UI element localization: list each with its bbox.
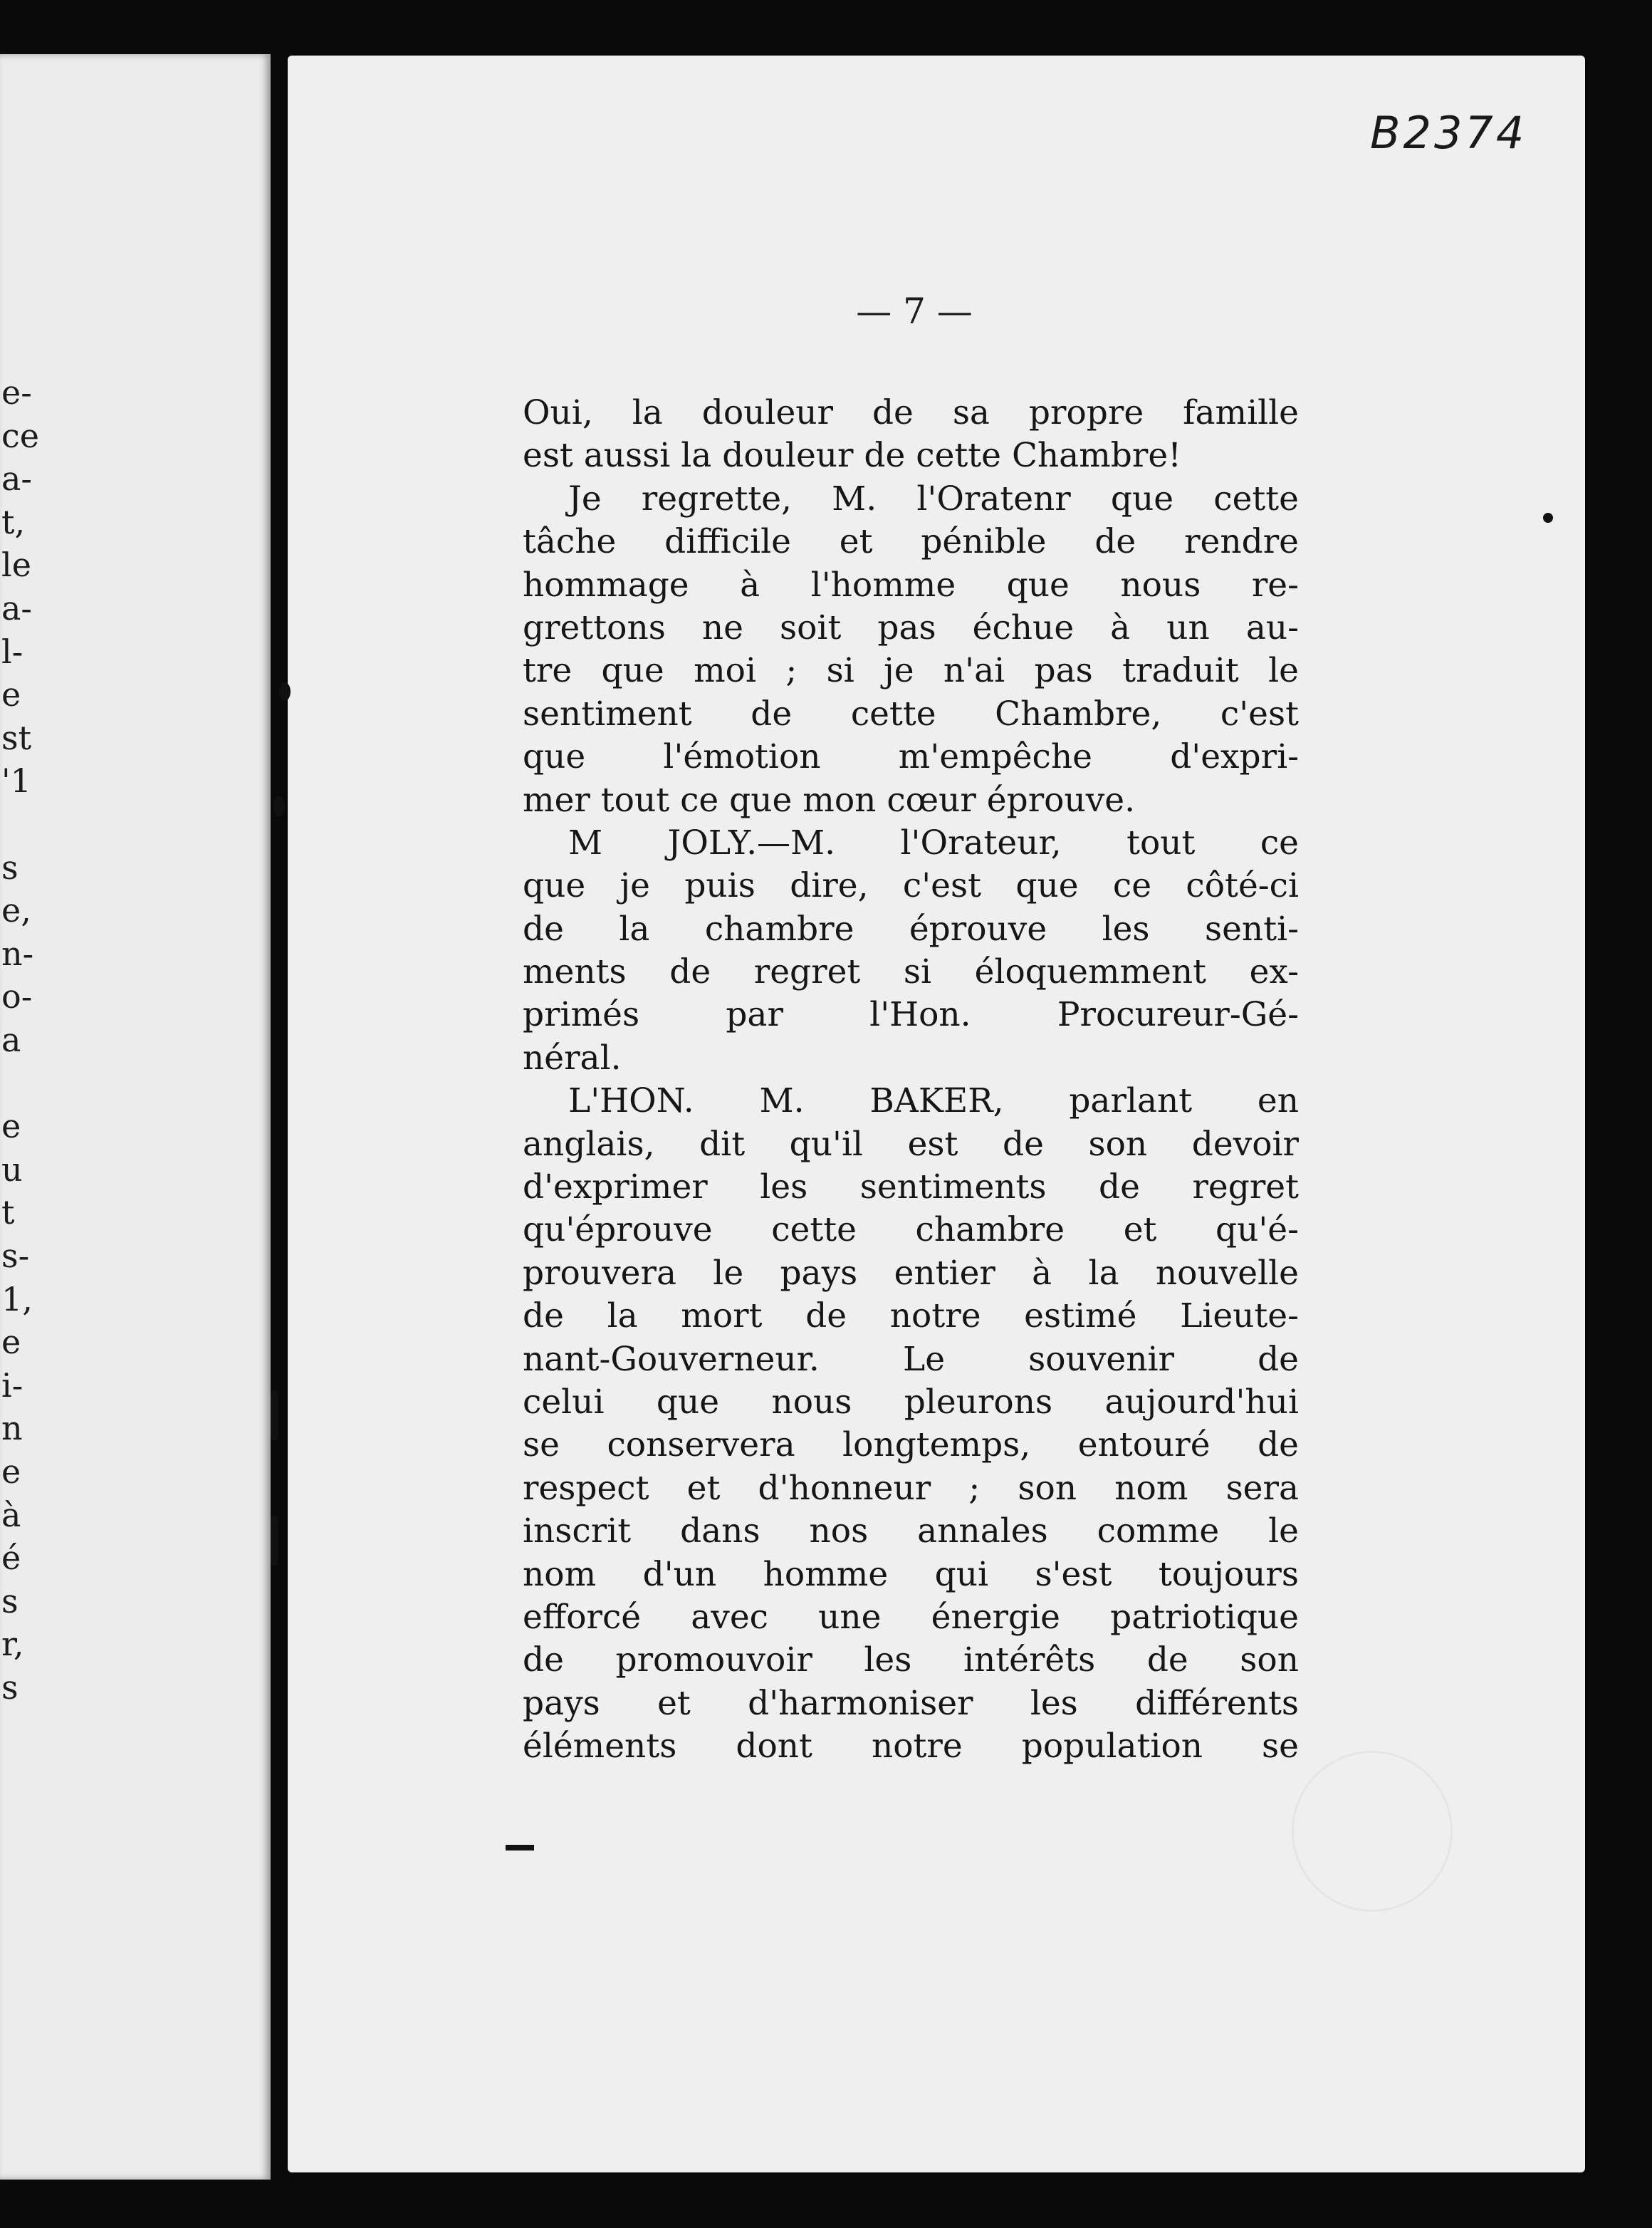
previous-page-fragment: u: [1, 1152, 23, 1186]
previous-page-text-fragments: [1, 54, 58, 2180]
previous-page-fragment: a: [1, 1024, 21, 1056]
previous-page-fragment: e: [1, 678, 21, 712]
text-line: de la mort de notre estimé Lieute-: [523, 1296, 1299, 1336]
document-page: [288, 56, 1585, 2172]
ink-dot: [1543, 513, 1553, 523]
text-line: celui que nous pleurons aujourd'hui: [523, 1382, 1299, 1422]
previous-page-fragment: a-: [1, 462, 32, 496]
page-number: — 7 —: [856, 291, 973, 332]
text-line: sentiment de cette Chambre, c'est: [523, 694, 1299, 734]
text-line: néral.: [523, 1038, 622, 1078]
previous-page-fragment: le: [1, 548, 31, 582]
previous-page-fragment: s-: [1, 1239, 30, 1272]
previous-page-fragment: e: [1, 1455, 21, 1488]
previous-page-fragment: n: [1, 1412, 23, 1445]
body-text: [523, 392, 1299, 1769]
text-line: inscrit dans nos annales comme le: [523, 1511, 1299, 1551]
previous-page-fragment: r,: [1, 1628, 24, 1661]
previous-page-fragment: l-: [1, 635, 23, 668]
previous-page-fragment: e,: [1, 894, 31, 927]
previous-page-fragment: t,: [1, 505, 26, 538]
previous-page-fragment: é: [1, 1541, 21, 1575]
text-line: que l'émotion m'empêche d'expri-: [523, 737, 1299, 777]
text-line: de promouvoir les intérêts de son: [523, 1640, 1299, 1680]
catalog-number: B2374: [1370, 107, 1527, 159]
previous-page-fragment: i-: [1, 1368, 23, 1402]
text-line: tâche difficile et pénible de rendre: [523, 522, 1299, 562]
text-line: éléments dont notre population se: [523, 1727, 1299, 1766]
text-line: se conservera longtemps, entouré de: [523, 1425, 1299, 1465]
text-line: anglais, dit qu'il est de son devoir: [523, 1124, 1299, 1164]
previous-page-fragment: ce: [1, 419, 39, 452]
text-line: primés par l'Hon. Procureur-Gé-: [523, 995, 1299, 1035]
previous-page-edge: [0, 54, 271, 2180]
previous-page-fragment: e-: [1, 376, 32, 409]
text-line: d'exprimer les sentiments de regret: [523, 1167, 1299, 1207]
text-line: Je regrette, M. l'Oratenr que cette: [568, 479, 1299, 519]
text-line: grettons ne soit pas échue à un au-: [523, 608, 1299, 647]
previous-page-fragment: o-: [1, 980, 33, 1014]
text-line: M JOLY.—M. l'Orateur, tout ce: [568, 823, 1299, 863]
text-line: ments de regret si éloquemment ex-: [523, 952, 1299, 992]
previous-page-fragment: e: [1, 1326, 21, 1359]
text-line: est aussi la douleur de cette Chambre!: [523, 436, 1182, 476]
text-line: Oui, la douleur de sa propre famille: [523, 393, 1299, 432]
previous-page-fragment: n-: [1, 937, 34, 970]
ink-dot: [273, 796, 285, 816]
previous-page-fragment: e: [1, 1110, 21, 1143]
previous-page-fragment: st: [1, 721, 32, 754]
ink-underline-mark: [506, 1845, 534, 1850]
text-line: de la chambre éprouve les senti-: [523, 909, 1299, 949]
text-line: nant-Gouverneur. Le souvenir de: [523, 1339, 1299, 1379]
faint-stamp-trace: [1292, 1751, 1453, 1912]
text-line: qu'éprouve cette chambre et qu'é-: [523, 1210, 1299, 1250]
previous-page-fragment: s: [1, 1671, 19, 1704]
ink-dot: [271, 1390, 278, 1440]
previous-page-fragment: à: [1, 1498, 21, 1531]
previous-page-fragment: t: [1, 1196, 15, 1229]
text-line: hommage à l'homme que nous re-: [523, 565, 1299, 605]
ink-dot: [279, 682, 291, 701]
text-line: mer tout ce que mon cœur éprouve.: [523, 780, 1136, 820]
previous-page-fragment: s: [1, 850, 19, 884]
text-line: prouvera le pays entier à la nouvelle: [523, 1253, 1299, 1293]
text-line: L'HON. M. BAKER, parlant en: [568, 1081, 1299, 1121]
previous-page-fragment: a-: [1, 592, 32, 625]
text-line: que je puis dire, c'est que ce côté-ci: [523, 866, 1299, 906]
previous-page-fragment: s: [1, 1584, 19, 1618]
text-line: nom d'un homme qui s'est toujours: [523, 1554, 1299, 1594]
text-line: respect et d'honneur ; son nom sera: [523, 1468, 1299, 1508]
text-line: pays et d'harmoniser les différents: [523, 1683, 1299, 1723]
previous-page-fragment: '1: [1, 764, 31, 798]
text-line: efforcé avec une énergie patriotique: [523, 1597, 1299, 1637]
previous-page-fragment: 1,: [1, 1282, 33, 1316]
ink-dot: [271, 1516, 278, 1566]
text-line: tre que moi ; si je n'ai pas traduit le: [523, 651, 1299, 691]
